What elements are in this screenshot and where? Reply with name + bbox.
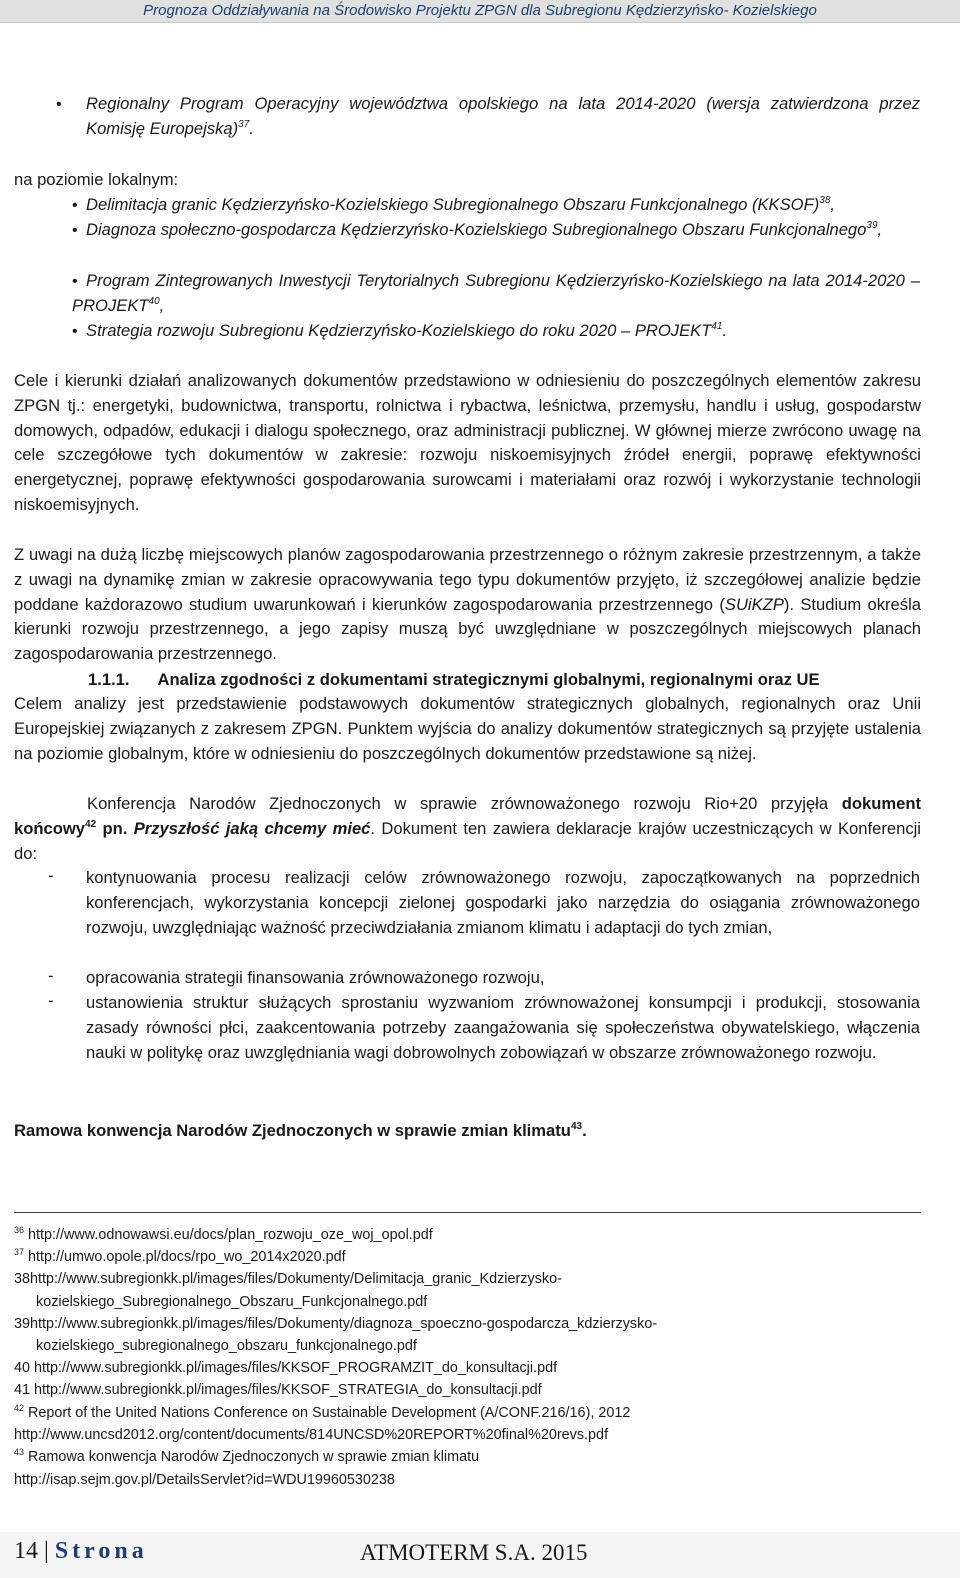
paragraph: Z uwagi na dużą liczbę miejscowych planów zagospodarowania przestrzennego o różnym zakresie przestrzennym, a także z uwagi na dynamikę zmian w zakresie opracowywania tego typu dokumentów przyjęto, iż szczegółowej analizie będzie poddane każdorazowo studium uwarunkowań i kierunków zagospodarowania przestrzennego (SUiKZP). Studium określa kierunki rozwoju przestrzennego, a jego zapisy muszą być uwzględniane w poszczególnych miejscowych planach zagospodarowania przestrzennego.	[14, 545, 921, 664]
footnote: kozielskiego_Subregionalnego_Obszaru_Funkcjonalnego.pdf	[36, 1294, 428, 1310]
paragraph: Konferencja Narodów Zjednoczonych w sprawie zrównoważonego rozwoju Rio+20 przyjęła dokument końcowy$^{42}$ pn. Przyszłość jaką chcemy mieć. Dokument ten zawiera deklaracje krajów uczestniczących w Konferencji do:	[14, 794, 921, 863]
footnote: $^{42}$ Report of the United Nations Conference on Sustainable Development (A/CONF.216/16), 2012	[14, 1403, 631, 1421]
dash-item: opracowania strategii finansowania zrównoważonego rozwoju,	[86, 968, 545, 987]
local-item: Diagnoza społeczno-gospodarcza Kędzierzyńsko-Kozielskiego Subregionalnego Obszaru Funkcjonalnego$^{39}$,	[86, 220, 883, 239]
local-heading: na poziomie lokalnym:	[14, 170, 179, 189]
local-item: Delimitacja granic Kędzierzyńsko-Kozielskiego Subregionalnego Obszaru Funkcjonalnego (KKSOF)$^{38}$,	[86, 195, 836, 214]
footer-organization: ATMOTERM S.A. 2015	[360, 1540, 588, 1565]
dash-marker: -	[48, 866, 54, 885]
footnote: $^{43}$ Ramowa konwencja Narodów Zjednoczonych w sprawie zmian klimatu	[14, 1447, 480, 1465]
section-heading: 1.1.1. Analiza zgodności z dokumentami strategicznymi globalnymi, regionalnymi oraz UE	[88, 670, 820, 689]
dash-item: ustanowienia struktur służących sprostaniu wyzwaniom zrównoważonej konsumpcji i produkcji, stosowania zasady równości płci, zaakcentowania potrzeby zaangażowania się społeczeństwa obywatelskiego, włączenia nauki w politykę oraz uwzględniania wagi dobrowolnych zobowiązań w obszarze zrównoważonego rozwoju.	[86, 993, 920, 1062]
bullet-icon: •	[72, 222, 78, 239]
footnote: http://isap.sejm.gov.pl/DetailsServlet?id=WDU19960530238	[14, 1472, 395, 1488]
local-item: Strategia rozwoju Subregionu Kędzierzyńsko-Kozielskiego do roku 2020 – PROJEKT$^{41}$.	[86, 321, 728, 340]
header-title: Prognoza Oddziaływania na Środowisko Projektu ZPGN dla Subregionu Kędzierzyńsko- Kozielskiego	[143, 2, 817, 19]
dash-item: kontynuowania procesu realizacji celów zrównoważonego rozwoju, zapoczątkowanych na poprzednich konferencjach, wykorzystania koncepcji zielonej gospodarki jako narzędzia do osiągania zrównoważonego rozwoju, uwzględniając ważność przeciwdziałania zmianom klimatu i adaptacji do tych zmian,	[86, 868, 920, 937]
page-number: 14 | Strona	[14, 1538, 148, 1564]
footnote: 40 http://www.subregionkk.pl/images/files/KKSOF_PROGRAMZIT_do_konsultacji.pdf	[14, 1360, 558, 1376]
paragraph: Celem analizy jest przedstawienie podstawowych dokumentów strategicznych globalnych, regionalnych oraz Unii Europejskiej związanych z zakresem ZPGN. Punktem wyjścia do analizy dokumentów strategicznych są przyjęte ustalenia na poziomie globalnym, które w odniesieniu do poszczególnych dokumentów przedstawione są niżej.	[14, 694, 921, 763]
regional-bullet-item: Regionalny Program Operacyjny województwa opolskiego na lata 2014-2020 (wersja zatwierdzona przez Komisję Europejską)$^{37}$.	[86, 94, 920, 138]
bullet-icon: •	[56, 96, 62, 113]
dash-marker: -	[48, 966, 54, 985]
page-header	[0, 0, 960, 23]
local-item: Program Zintegrowanych Inwestycji Terytorialnych Subregionu Kędzierzyńsko-Kozielskiego na lata 2014-2020 – PROJEKT$^{40}$,	[72, 271, 920, 315]
bullet-icon: •	[72, 197, 78, 214]
footnote-separator	[14, 1212, 921, 1213]
footnote: http://www.uncsd2012.org/content/documents/814UNCSD%20REPORT%20final%20revs.pdf	[14, 1427, 609, 1443]
footnote: $^{37}$ http://umwo.opole.pl/docs/rpo_wo_2014x2020.pdf	[14, 1247, 346, 1265]
bullet-icon: •	[72, 323, 78, 340]
footnote: 39http://www.subregionkk.pl/images/files/Dokumenty/diagnoza_spoeczno-gospodarcza_kdzierzysko-	[14, 1316, 658, 1332]
paragraph: Cele i kierunki działań analizowanych dokumentów przedstawiono w odniesieniu do poszczególnych elementów zakresu ZPGN tj.: energetyki, budownictwa, transportu, rolnictwa i rybactwa, leśnictwa, przemysłu, handlu i usług, gospodarstw domowych, odpadów, edukacji i dialogu społecznego, oraz administracji publicznej. W głównej mierze zwrócono uwagę na cele szczegółowe tych dokumentów w zakresie: rozwoju niskoemisyjnych źródeł energii, poprawę efektywności energetycznej, poprawę efektywności gospodarowania surowcami i materiałami oraz rozwój i wykorzystanie technologii niskoemisyjnych.	[14, 371, 921, 514]
footnote: kozielskiego_subregionalnego_obszaru_funkcjonalnego.pdf	[36, 1338, 417, 1354]
footnote: 38http://www.subregionkk.pl/images/files/Dokumenty/Delimitacja_granic_Kdzierzysko-	[14, 1271, 562, 1287]
footnote: 41 http://www.subregionkk.pl/images/files/KKSOF_STRATEGIA_do_konsultacji.pdf	[14, 1382, 542, 1398]
footnote: $^{36}$ http://www.odnowawsi.eu/docs/plan_rozwoju_oze_woj_opol.pdf	[14, 1225, 433, 1243]
bullet-icon: •	[72, 273, 78, 290]
convention-heading: Ramowa konwencja Narodów Zjednoczonych w sprawie zmian klimatu$^{43}$.	[14, 1121, 587, 1140]
dash-marker: -	[48, 991, 54, 1010]
